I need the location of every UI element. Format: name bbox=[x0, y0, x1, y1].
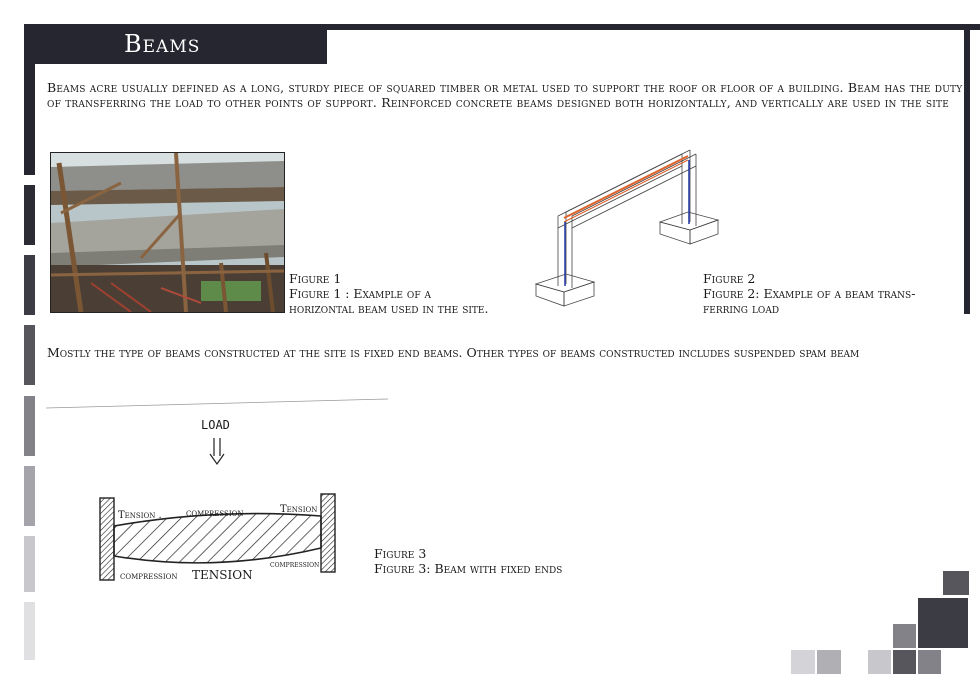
side-bar-7 bbox=[24, 536, 35, 592]
side-bar-5 bbox=[24, 396, 35, 456]
frame-right-bar bbox=[964, 24, 970, 314]
figure1-caption-line2: horizontal beam used in the site. bbox=[289, 301, 489, 316]
side-bar-8 bbox=[24, 602, 35, 660]
figure1-photo bbox=[50, 152, 285, 313]
deco-square-7 bbox=[817, 650, 841, 674]
sketch-tension-bottom: TENSION bbox=[192, 568, 253, 582]
side-bar-6 bbox=[24, 466, 35, 526]
side-bar-4 bbox=[24, 325, 35, 385]
side-bar-2 bbox=[24, 185, 35, 245]
figure3-caption: Figure 3: Beam with fixed ends bbox=[374, 561, 563, 576]
sketch-compression-top: compression bbox=[186, 508, 244, 519]
figure1-caption-line1: Figure 1 : Example of a bbox=[289, 286, 432, 301]
page-title: Beams bbox=[124, 30, 201, 58]
figure1-label: Figure 1 bbox=[289, 271, 342, 286]
deco-square-6 bbox=[868, 650, 891, 674]
deco-square-2 bbox=[918, 598, 968, 648]
sketch-tension-left: Tension . bbox=[118, 510, 162, 521]
figure3-label: Figure 3 bbox=[374, 546, 427, 561]
side-bar-3 bbox=[24, 255, 35, 315]
figure2-caption-line2: ferring load bbox=[703, 301, 780, 316]
figure2-diagram bbox=[528, 146, 728, 316]
deco-square-1 bbox=[943, 571, 969, 595]
middle-paragraph: Mostly the type of beams constructed at the site is fixed end beams. Other types of beams constructed includes suspended spam beam bbox=[47, 345, 860, 360]
deco-square-4 bbox=[893, 650, 916, 674]
deco-square-5 bbox=[918, 650, 941, 674]
sketch-compression-left: compression bbox=[120, 571, 178, 582]
sketch-load-label: LOAD bbox=[201, 418, 230, 432]
sketch-tension-right: Tension bbox=[280, 504, 318, 515]
side-bar-1 bbox=[24, 30, 35, 175]
deco-square-3 bbox=[893, 624, 916, 648]
deco-square-8 bbox=[791, 650, 815, 674]
sketch-compression-right: compression bbox=[270, 560, 320, 570]
figure2-label: Figure 2 bbox=[703, 271, 756, 286]
figure3-sketch bbox=[46, 398, 388, 623]
intro-paragraph: Beams acre usually defined as a long, sturdy piece of squared timber or metal used to support the roof or floor of a building. Beam has the duty of transferring the load to other points of support. Reinforced concrete beams designed both horizontally, and vertically are used in the site bbox=[47, 80, 963, 110]
figure2-caption-line1: Figure 2: Example of a beam trans- bbox=[703, 286, 916, 301]
